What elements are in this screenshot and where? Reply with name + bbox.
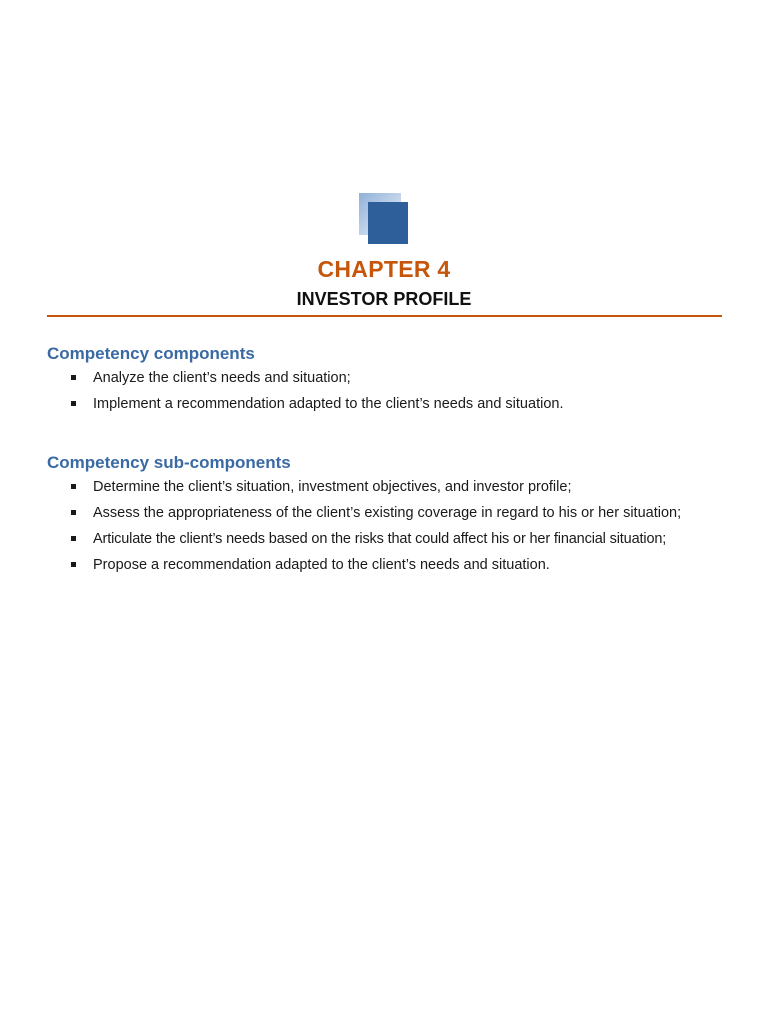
list-item <box>47 396 733 412</box>
stacked-squares-icon <box>359 193 411 245</box>
header-divider <box>47 315 722 317</box>
bullet-square-icon <box>71 401 76 406</box>
section-competency-components <box>47 344 737 422</box>
chapter-title: CHAPTER 4 <box>317 256 451 282</box>
list-item <box>47 479 733 495</box>
bullet-list <box>47 370 737 412</box>
bullet-list <box>47 479 737 573</box>
section-heading: Competency components <box>47 344 255 363</box>
list-item-text: Implement a recommendation adapted to the client’s needs and situation. <box>93 396 564 412</box>
list-item-text: Assess the appropriateness of the client’s existing coverage in regard to his or her situation; <box>93 505 682 521</box>
list-item-text: Propose a recommendation adapted to the client’s needs and situation. <box>93 557 550 573</box>
section-competency-sub-components <box>47 453 737 583</box>
logo-front-square <box>368 202 408 244</box>
list-item-text: Determine the client’s situation, investment objectives, and investor profile; <box>93 479 572 495</box>
bullet-square-icon <box>71 484 76 489</box>
list-item <box>47 370 733 386</box>
list-item-text: Articulate the client’s needs based on the risks that could affect his or her financial situation; <box>93 531 667 547</box>
list-item <box>47 505 693 521</box>
chapter-subtitle: INVESTOR PROFILE <box>296 289 472 309</box>
bullet-square-icon <box>71 510 76 515</box>
list-item-text: Analyze the client’s needs and situation; <box>93 370 351 386</box>
list-item <box>47 531 753 547</box>
section-heading: Competency sub-components <box>47 453 291 472</box>
list-item <box>47 557 733 573</box>
bullet-square-icon <box>71 536 76 541</box>
bullet-square-icon <box>71 375 76 380</box>
bullet-square-icon <box>71 562 76 567</box>
